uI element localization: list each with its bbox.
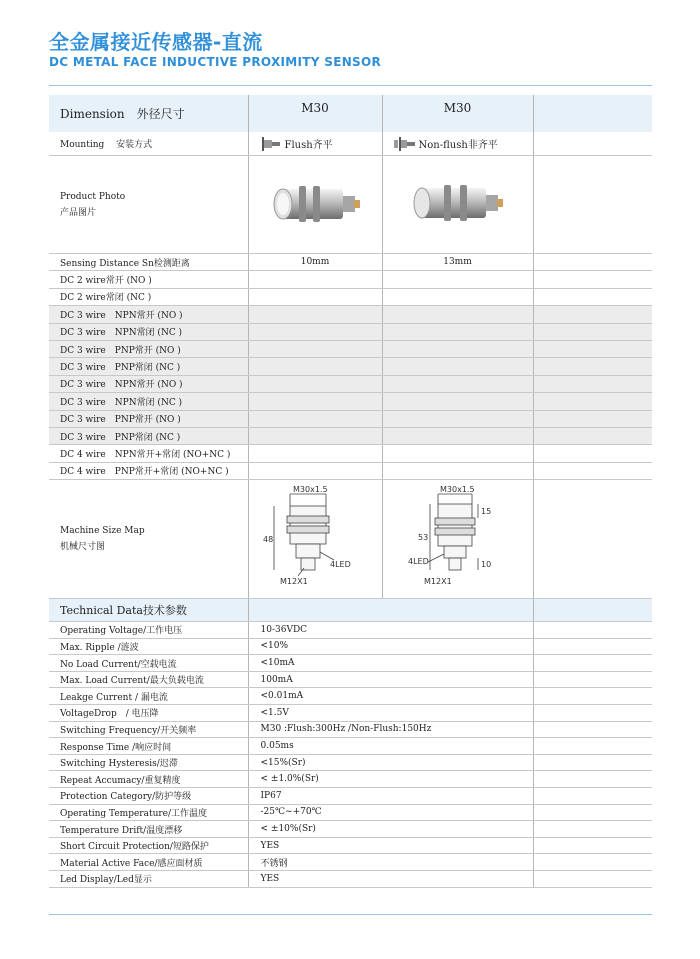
- thread-label: M30x1.5: [439, 484, 475, 494]
- page-title: 全金属接近传感器-直流: [49, 30, 263, 54]
- tech-row: [49, 821, 652, 838]
- wiring-row: [49, 306, 652, 323]
- size-label-cn: 机械尺寸图: [60, 542, 106, 553]
- wiring-label: DC 4 wire PNP常开+常闭 (NO+NC ): [49, 462, 248, 479]
- thread-label: M30x1.5: [293, 484, 328, 494]
- tech-param-label: No Load Current/空载电流: [49, 655, 248, 672]
- length-label: 48: [263, 534, 274, 544]
- wiring-label: DC 3 wire PNP常开 (NO ): [49, 410, 248, 427]
- tech-param-label: Led Display/Led显示: [49, 870, 248, 887]
- sensing-row: [49, 254, 652, 271]
- dimension-drawing-non-flush: [388, 482, 528, 594]
- tech-param-value: M30 :Flush:300Hz /Non-Flush:150Hz: [248, 721, 533, 738]
- tech-param-label: Switching Frequency/开关频率: [49, 721, 248, 738]
- tech-row: [49, 771, 652, 788]
- tech-param-value: YES: [248, 870, 533, 887]
- wiring-row: [49, 445, 652, 462]
- sensing-value-1: 10mm: [248, 254, 382, 271]
- wiring-label: DC 3 wire PNP常闭 (NC ): [49, 427, 248, 444]
- length-label: 53: [417, 532, 428, 542]
- tech-param-value: < ±10%(Sr): [248, 821, 533, 838]
- tech-row: [49, 738, 652, 755]
- tech-param-value: 10-36VDC: [248, 622, 533, 639]
- photo-label-en: Product Photo: [60, 191, 126, 202]
- tech-row: [49, 721, 652, 738]
- wiring-label: DC 3 wire PNP常开 (NO ): [49, 340, 248, 357]
- wiring-label: DC 3 wire PNP常闭 (NC ): [49, 358, 248, 375]
- tech-param-value: 0.05ms: [248, 738, 533, 755]
- sensing-label: Sensing Distance Sn检测距离: [49, 254, 248, 271]
- tech-row: [49, 754, 652, 771]
- wiring-label: DC 3 wire NPN常开 (NO ): [49, 375, 248, 392]
- tech-param-value: <10%: [248, 638, 533, 655]
- wiring-label: DC 2 wire常闭 (NC ): [49, 288, 248, 305]
- dimension-label: Dimension 外径尺寸: [49, 95, 248, 132]
- wiring-row: [49, 271, 652, 288]
- tech-param-value: < ±1.0%(Sr): [248, 771, 533, 788]
- spec-table: [49, 95, 652, 888]
- tech-param-value: <15%(Sr): [248, 754, 533, 771]
- model-1: M30: [248, 95, 382, 132]
- photo-row: [49, 156, 652, 254]
- tech-param-value: 不锈钢: [248, 854, 533, 871]
- tech-param-label: Short Circuit Protection/短路保护: [49, 837, 248, 854]
- tech-param-label: VoltageDrop / 电压降: [49, 705, 248, 722]
- tech-row: [49, 638, 652, 655]
- product-photo-flush: [265, 173, 365, 233]
- tech-row: [49, 688, 652, 705]
- tech-row: [49, 870, 652, 887]
- tech-row: [49, 622, 652, 639]
- tech-param-label: Operating Temperature/工作温度: [49, 804, 248, 821]
- tech-param-value: <1.5V: [248, 705, 533, 722]
- wiring-label: DC 3 wire NPN常闭 (NC ): [49, 323, 248, 340]
- tech-param-label: Max. Load Current/最大负载电流: [49, 671, 248, 688]
- head-length-label: 15: [480, 506, 491, 516]
- photo-label-cn: 产品图片: [60, 207, 97, 218]
- wiring-row: [49, 340, 652, 357]
- tech-param-value: <0.01mA: [248, 688, 533, 705]
- flush-mount-icon: [260, 137, 282, 151]
- connector-label: M12X1: [423, 576, 452, 586]
- wiring-row: [49, 358, 652, 375]
- tech-row: [49, 854, 652, 871]
- wiring-label: DC 4 wire NPN常开+常闭 (NO+NC ): [49, 445, 248, 462]
- flush-label: Flush齐平: [284, 140, 333, 151]
- wiring-row: [49, 288, 652, 305]
- tech-label: Technical Data技术参数: [49, 599, 248, 622]
- tech-param-value: 100mA: [248, 671, 533, 688]
- tech-param-label: Temperature Drift/温度漂移: [49, 821, 248, 838]
- tech-row: [49, 655, 652, 672]
- tech-param-label: Operating Voltage/工作电压: [49, 622, 248, 639]
- mounting-label: Mounting 安装方式: [49, 132, 248, 156]
- wiring-row: [49, 410, 652, 427]
- tech-param-label: Max. Ripple /涟波: [49, 638, 248, 655]
- wiring-row: [49, 375, 652, 392]
- header-divider: [49, 85, 652, 86]
- sensing-value-2: 13mm: [382, 254, 533, 271]
- led-label: 4LED: [407, 556, 429, 566]
- wiring-row: [49, 427, 652, 444]
- tech-param-label: Protection Category/防护等级: [49, 788, 248, 805]
- tech-row: [49, 837, 652, 854]
- wiring-row: [49, 393, 652, 410]
- tech-row: [49, 804, 652, 821]
- tech-param-label: Leakge Current / 漏电流: [49, 688, 248, 705]
- dimension-row: [49, 95, 652, 132]
- connector-label: M12X1: [280, 576, 308, 586]
- tech-header-row: [49, 599, 652, 622]
- tech-row: [49, 705, 652, 722]
- size-label-en: Machine Size Map: [60, 526, 145, 537]
- tech-param-label: Switching Hysteresis/迟滞: [49, 754, 248, 771]
- page-subtitle: DC METAL FACE INDUCTIVE PROXIMITY SENSOR: [49, 55, 382, 69]
- tech-param-value: -25℃~+70℃: [248, 804, 533, 821]
- size-map-row: [49, 480, 652, 599]
- wiring-label: DC 3 wire NPN常闭 (NC ): [49, 393, 248, 410]
- tech-param-label: Response Time /响应时间: [49, 738, 248, 755]
- wiring-label: DC 2 wire常开 (NO ): [49, 271, 248, 288]
- led-label: 4LED: [330, 559, 351, 569]
- tech-param-value: <10mA: [248, 655, 533, 672]
- mounting-row: [49, 132, 652, 156]
- tech-param-value: IP67: [248, 788, 533, 805]
- wiring-label: DC 3 wire NPN常开 (NO ): [49, 306, 248, 323]
- footer-divider: [49, 914, 652, 915]
- product-photo-non-flush: [408, 173, 508, 233]
- wiring-row: [49, 323, 652, 340]
- tech-row: [49, 671, 652, 688]
- model-2: M30: [382, 95, 533, 132]
- tech-row: [49, 788, 652, 805]
- non-flush-label: Non-flush非齐平: [418, 140, 498, 151]
- tech-param-label: Material Active Face/感应面材质: [49, 854, 248, 871]
- tech-param-label: Repeat Accumacy/重复精度: [49, 771, 248, 788]
- dimension-drawing-flush: [250, 482, 380, 594]
- wiring-row: [49, 462, 652, 479]
- tail-length-label: 10: [480, 559, 491, 569]
- tech-param-value: YES: [248, 837, 533, 854]
- non-flush-mount-icon: [394, 137, 416, 151]
